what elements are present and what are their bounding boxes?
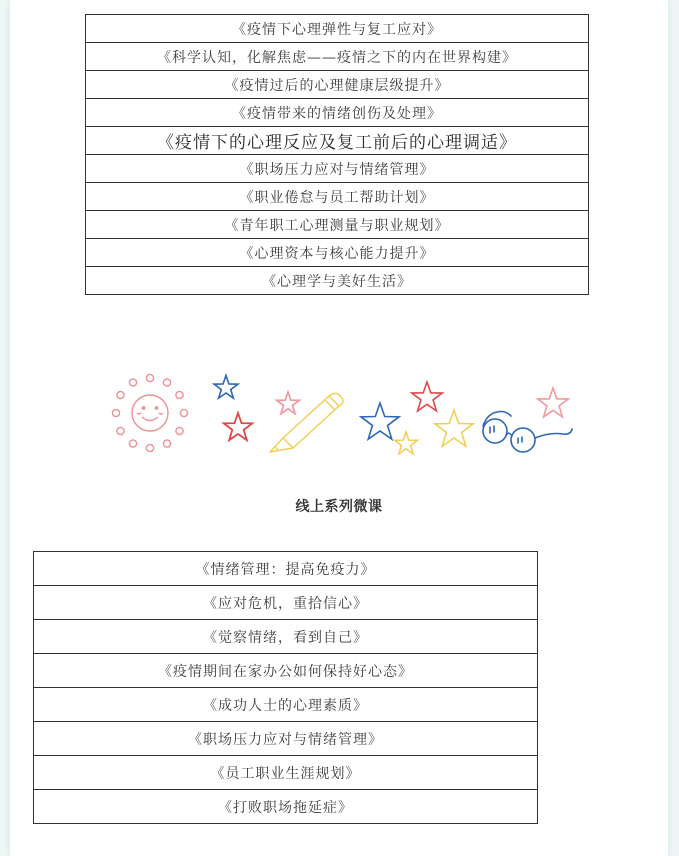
offline-course-table (85, 14, 589, 295)
table-row (34, 688, 538, 722)
course-cell: 《职场压力应对与情绪管理》 (34, 722, 538, 756)
star-icon (435, 410, 473, 446)
table-row (86, 71, 589, 99)
star-icon (395, 432, 418, 454)
star-icon (538, 388, 568, 417)
course-cell: 《成功人士的心理素质》 (34, 688, 538, 722)
star-icon (224, 413, 253, 440)
pencil-icon (270, 393, 343, 452)
table-row (34, 654, 538, 688)
course-cell: 《打败职场拖延症》 (34, 790, 538, 824)
table-row (34, 586, 538, 620)
course-cell: 《应对危机，重拾信心》 (34, 586, 538, 620)
sun-icon (112, 374, 187, 451)
table-row (86, 127, 589, 155)
table-row (34, 620, 538, 654)
table-row (86, 211, 589, 239)
course-cell: 《职业倦怠与员工帮助计划》 (86, 183, 589, 211)
table-row (86, 155, 589, 183)
section-title: 线上系列微课 (295, 499, 383, 515)
star-icon (412, 382, 442, 411)
table-row (86, 15, 589, 43)
course-cell: 《心理资本与核心能力提升》 (86, 239, 589, 267)
table-row (34, 756, 538, 790)
star-icon (277, 392, 300, 414)
table-row (34, 722, 538, 756)
table-row (34, 552, 538, 586)
table-row (86, 99, 589, 127)
table-row (86, 183, 589, 211)
course-cell: 《青年职工心理测量与职业规划》 (86, 211, 589, 239)
course-cell: 《疫情下的心理反应及复工前后的心理调适》 (86, 127, 589, 155)
course-cell: 《疫情带来的情绪创伤及处理》 (86, 99, 589, 127)
doodle-illustration (105, 368, 580, 468)
glasses-icon (483, 412, 572, 453)
star-icon (214, 376, 238, 399)
course-cell: 《疫情期间在家办公如何保持好心态》 (34, 654, 538, 688)
online-course-table (33, 551, 538, 824)
course-cell: 《疫情过后的心理健康层级提升》 (86, 71, 589, 99)
table-row (86, 239, 589, 267)
course-cell: 《疫情下心理弹性与复工应对》 (86, 15, 589, 43)
table-row (34, 790, 538, 824)
course-cell: 《职场压力应对与情绪管理》 (86, 155, 589, 183)
course-cell: 《科学认知，化解焦虑——疫情之下的内在世界构建》 (86, 43, 589, 71)
course-cell: 《情绪管理：提高免疫力》 (34, 552, 538, 586)
table-row (86, 43, 589, 71)
course-cell: 《觉察情绪，看到自己》 (34, 620, 538, 654)
page (10, 0, 668, 856)
star-icon (361, 403, 399, 439)
course-cell: 《心理学与美好生活》 (86, 267, 589, 295)
course-cell: 《员工职业生涯规划》 (34, 756, 538, 790)
table-row (86, 267, 589, 295)
